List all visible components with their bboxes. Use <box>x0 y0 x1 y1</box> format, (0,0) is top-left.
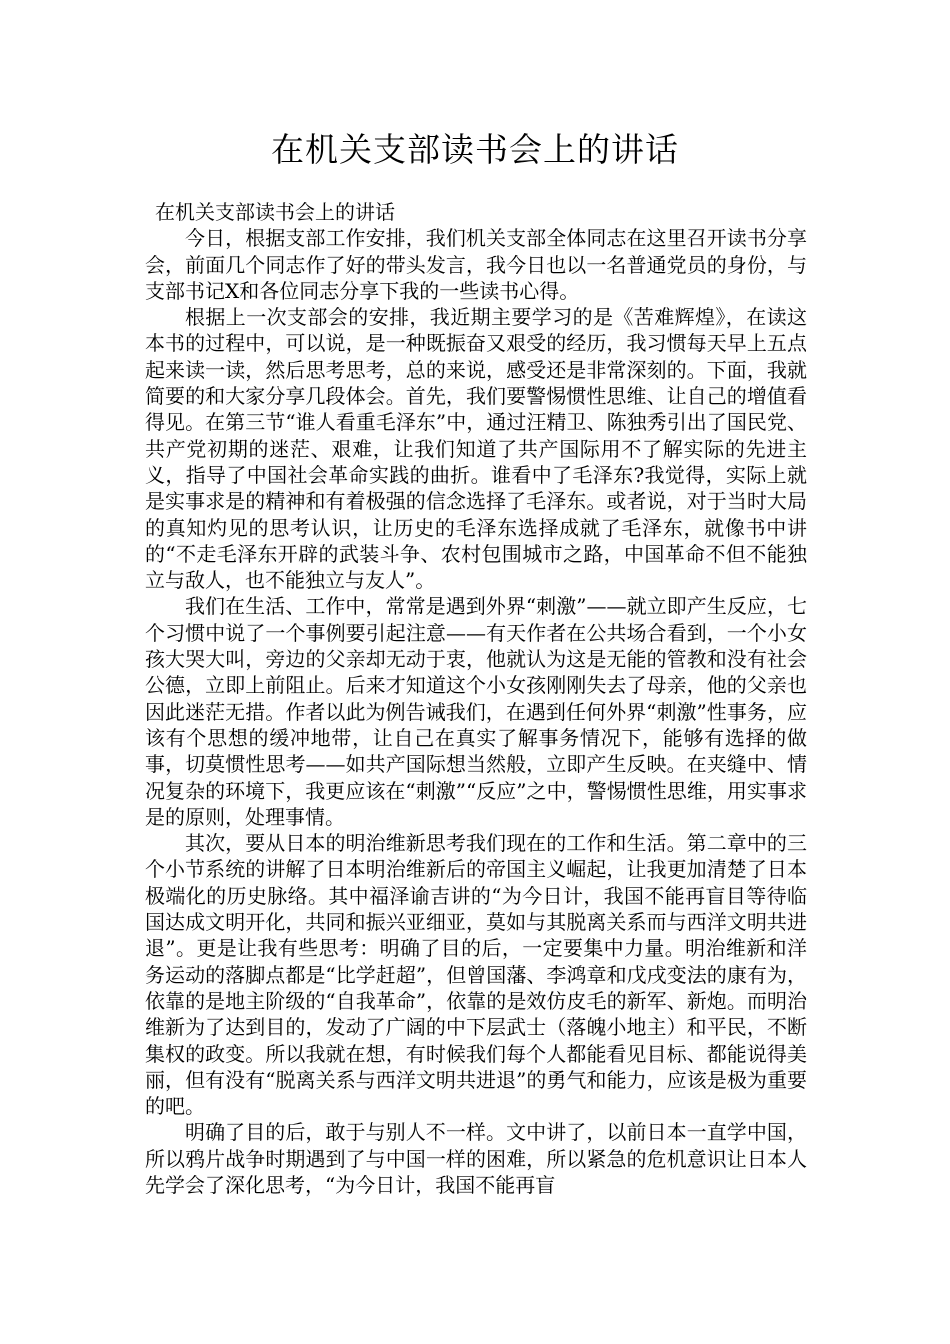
paragraph-1: 今日，根据支部工作安排，我们机关支部全体同志在这里召开读书分享会，前面几个同志作了好的带头发言，我今日也以一名普通党员的身份，与支部书记X和各位同志分享下我的一些读书心得。 <box>145 226 807 303</box>
document-subtitle: 在机关支部读书会上的讲话 <box>155 200 395 224</box>
document-body <box>145 199 807 1198</box>
paragraph-3: 我们在生活、工作中，常常是遇到外界“刺激”——就立即产生反应，七个习惯中说了一个事例要引起注意——有天作者在公共场合看到，一个小女孩大哭大叫，旁边的父亲却无动于衷，他就认为这是无能的管教和没有社会公德，立即上前阻止。后来才知道这个小女孩刚刚失去了母亲，他的父亲也因此迷茫无措。作者以此为例告诫我们，在遇到任何外界“刺激”性事务，应该有个思想的缓冲地带，让自己在真实了解事务情况下，能够有选择的做事，切莫惯性思考——如共产国际想当然般，立即产生反映。在夹缝中、情况复杂的环境下，我更应该在“刺激”“反应”之中，警惕惯性思维，用实事求是的原则，处理事情。 <box>145 594 807 829</box>
document-title: 在机关支部读书会上的讲话 <box>271 130 679 169</box>
paragraph-5: 明确了目的后，敢于与别人不一样。文中讲了，以前日本一直学中国，所以鸦片战争时期遇到了与中国一样的困难，所以紧急的危机意识让日本人先学会了深化思考，“为今日计，我国不能再盲 <box>145 1120 807 1197</box>
paragraph-2: 根据上一次支部会的安排，我近期主要学习的是《苦难辉煌》，在读这本书的过程中，可以说，是一种既振奋又艰受的经历，我习惯每天早上五点起来读一读，然后思考思考，总的来说，感受还是非常深刻的。下面，我就简要的和大家分享几段体会。首先，我们要警惕惯性思维、让自己的增值看得见。在第三节“谁人看重毛泽东”中，通过汪精卫、陈独秀引出了国民党、共产党初期的迷茫、艰难，让我们知道了共产国际用不了解实际的先进主义，指导了中国社会革命实践的曲折。谁看中了毛泽东?我觉得，实际上就是实事求是的精神和有着极强的信念选择了毛泽东。或者说，对于当时大局的真知灼见的思考认识，让历史的毛泽东选择成就了毛泽东，就像书中讲的“不走毛泽东开辟的武装斗争、农村包围城市之路，中国革命不但不能独立与敌人，也不能独立与友人”。 <box>145 305 807 593</box>
paragraph-4: 其次，要从日本的明治维新思考我们现在的工作和生活。第二章中的三个小节系统的讲解了日本明治维新后的帝国主义崛起，让我更加清楚了日本极端化的历史脉络。其中福泽谕吉讲的“为今日计，我国不能再盲目等待临国达成文明开化，共同和振兴亚细亚，莫如与其脱离关系而与西洋文明共进退”。更是让我有些思考：明确了目的后，一定要集中力量。明治维新和洋务运动的落脚点都是“比学赶超”，但曾国藩、李鸿章和戊戌变法的康有为，依靠的是地主阶级的“自我革命”，依靠的是效仿皮毛的新军、新炮。而明治维新为了达到目的，发动了广阔的中下层武士（落魄小地主）和平民，不断集权的政变。所以我就在想，有时候我们每个人都能看见目标、都能说得美丽，但有没有“脱离关系与西洋文明共进退”的勇气和能力，应该是极为重要的吧。 <box>145 831 807 1119</box>
